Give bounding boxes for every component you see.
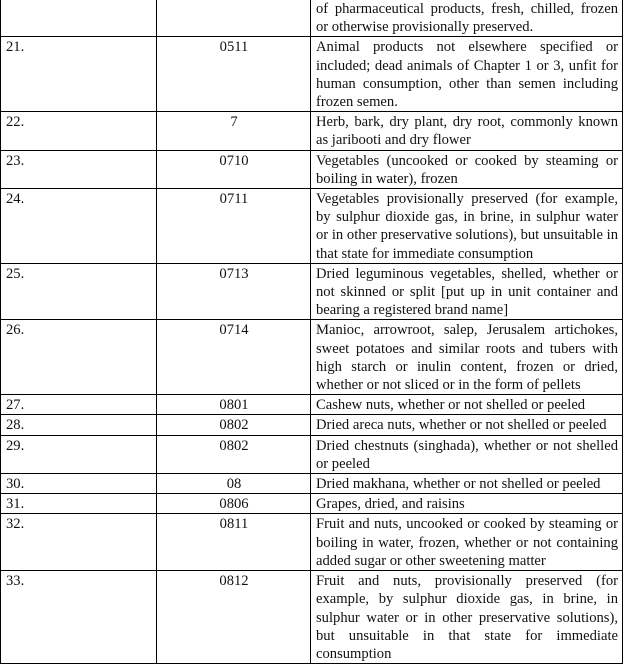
serial-number-cell: 28. <box>1 415 157 435</box>
table-row <box>1 494 623 514</box>
description-cell: Fruit and nuts, provisionally preserved (for example, by sulphur dioxide gas, in brine, in sulphur water or in other preservative solutions), but unsuitable in that state for immediate consumption <box>311 571 623 664</box>
description-cell: of pharmaceutical products, fresh, chilled, frozen or otherwise provisionally preserved. <box>311 0 623 37</box>
tariff-code-cell <box>157 0 311 37</box>
table-row <box>1 37 623 112</box>
table-row <box>1 320 623 395</box>
description-cell: Vegetables provisionally preserved (for example, by sulphur dioxide gas, in brine, in sulphur water or in other preservative solutions), but unsuitable in that state for immediate consumption <box>311 189 623 264</box>
table-row <box>1 189 623 264</box>
table-row <box>1 112 623 150</box>
serial-number-cell: 31. <box>1 494 157 514</box>
description-cell: Dried chestnuts (singhada), whether or not shelled or peeled <box>311 435 623 473</box>
serial-number-cell: 25. <box>1 263 157 320</box>
serial-number-cell: 30. <box>1 474 157 494</box>
description-cell: Dried areca nuts, whether or not shelled or peeled <box>311 415 623 435</box>
table-row <box>1 435 623 473</box>
tariff-code-cell: 0714 <box>157 320 311 395</box>
table-row <box>1 395 623 415</box>
serial-number-cell: 24. <box>1 189 157 264</box>
table-row <box>1 0 623 37</box>
serial-number-cell: 29. <box>1 435 157 473</box>
serial-number-cell: 32. <box>1 514 157 571</box>
description-cell: Grapes, dried, and raisins <box>311 494 623 514</box>
serial-number-cell: 21. <box>1 37 157 112</box>
serial-number-cell: 22. <box>1 112 157 150</box>
tariff-code-cell: 0801 <box>157 395 311 415</box>
description-cell: Dried leguminous vegetables, shelled, whether or not skinned or split [put up in unit container and bearing a registered brand name] <box>311 263 623 320</box>
description-cell: Manioc, arrowroot, salep, Jerusalem artichokes, sweet potatoes and similar roots and tubers with high starch or inulin content, frozen or dried, whether or not sliced or in the form of pellets <box>311 320 623 395</box>
tariff-code-cell: 0802 <box>157 435 311 473</box>
table-row <box>1 514 623 571</box>
description-cell: Fruit and nuts, uncooked or cooked by steaming or boiling in water, frozen, whether or not containing added sugar or other sweetening matter <box>311 514 623 571</box>
description-cell: Dried makhana, whether or not shelled or peeled <box>311 474 623 494</box>
description-cell: Cashew nuts, whether or not shelled or peeled <box>311 395 623 415</box>
description-cell: Herb, bark, dry plant, dry root, commonly known as jaribooti and dry flower <box>311 112 623 150</box>
table-row <box>1 263 623 320</box>
tariff-code-cell: 08 <box>157 474 311 494</box>
tariff-code-cell: 0713 <box>157 263 311 320</box>
description-cell: Vegetables (uncooked or cooked by steaming or boiling in water), frozen <box>311 150 623 188</box>
tariff-code-cell: 0711 <box>157 189 311 264</box>
tariff-code-cell: 0806 <box>157 494 311 514</box>
tariff-code-cell: 0710 <box>157 150 311 188</box>
tariff-code-cell: 0811 <box>157 514 311 571</box>
serial-number-cell <box>1 0 157 37</box>
serial-number-cell: 27. <box>1 395 157 415</box>
description-cell: Animal products not elsewhere specified or included; dead animals of Chapter 1 or 3, unfit for human consumption, other than semen including frozen semen. <box>311 37 623 112</box>
serial-number-cell: 26. <box>1 320 157 395</box>
serial-number-cell: 23. <box>1 150 157 188</box>
table-row <box>1 415 623 435</box>
tariff-code-cell: 0511 <box>157 37 311 112</box>
tariff-code-cell: 7 <box>157 112 311 150</box>
serial-number-cell: 33. <box>1 571 157 664</box>
table-row <box>1 571 623 664</box>
tariff-code-cell: 0812 <box>157 571 311 664</box>
table-row <box>1 150 623 188</box>
tariff-code-cell: 0802 <box>157 415 311 435</box>
table-row <box>1 474 623 494</box>
